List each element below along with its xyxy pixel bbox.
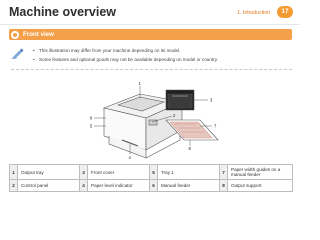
callout-6: 6 bbox=[90, 115, 93, 121]
header-divider bbox=[0, 24, 300, 25]
callout-3: 3 bbox=[210, 97, 213, 103]
legend-label: Paper level indicator bbox=[88, 180, 150, 192]
legend-label: Front cover bbox=[88, 165, 150, 180]
section-header-bar bbox=[9, 29, 292, 40]
callout-7: 7 bbox=[214, 123, 217, 129]
legend-number: 3 bbox=[80, 165, 88, 180]
section-title: Front view bbox=[23, 30, 54, 38]
page-title: Machine overview bbox=[9, 5, 116, 19]
callout-2: 2 bbox=[173, 113, 176, 118]
legend-row bbox=[10, 180, 293, 192]
legend-label: Output support bbox=[228, 180, 293, 192]
legend-label: Control panel bbox=[18, 180, 80, 192]
legend-label: Paper width guides on a manual feeder bbox=[228, 165, 293, 180]
notes-divider bbox=[11, 69, 292, 70]
note-item: • This illustration may differ from your machine depending on its model. bbox=[33, 46, 218, 55]
legend-number: 1 bbox=[10, 165, 18, 180]
legend-number: 5 bbox=[150, 165, 158, 180]
chapter-label: 1. Introduction bbox=[237, 10, 270, 16]
legend-number: 4 bbox=[80, 180, 88, 192]
legend-number: 8 bbox=[220, 180, 228, 192]
pencil-note-icon bbox=[11, 47, 25, 59]
legend-label: Tray 1 bbox=[158, 165, 220, 180]
legend-number: 7 bbox=[220, 165, 228, 180]
page-header bbox=[0, 0, 300, 26]
page-number-badge: 17 bbox=[277, 6, 293, 18]
legend-label: Output tray bbox=[18, 165, 80, 180]
legend-label: Manual feeder bbox=[158, 180, 220, 192]
manual-feeder-illustration bbox=[160, 86, 230, 150]
callout-5: 5 bbox=[90, 123, 93, 129]
callout-4: 4 bbox=[128, 155, 131, 160]
callout-8: 8 bbox=[188, 146, 191, 150]
components-legend-table bbox=[9, 164, 293, 192]
legend-row bbox=[10, 165, 293, 180]
note-item: • Some features and optional goods may not be available depending on model or country. bbox=[33, 55, 218, 64]
callout-1: 1 bbox=[138, 81, 141, 86]
legend-number: 6 bbox=[150, 180, 158, 192]
notes-list bbox=[33, 46, 218, 64]
section-bullet-icon bbox=[11, 31, 19, 39]
legend-number: 2 bbox=[10, 180, 18, 192]
